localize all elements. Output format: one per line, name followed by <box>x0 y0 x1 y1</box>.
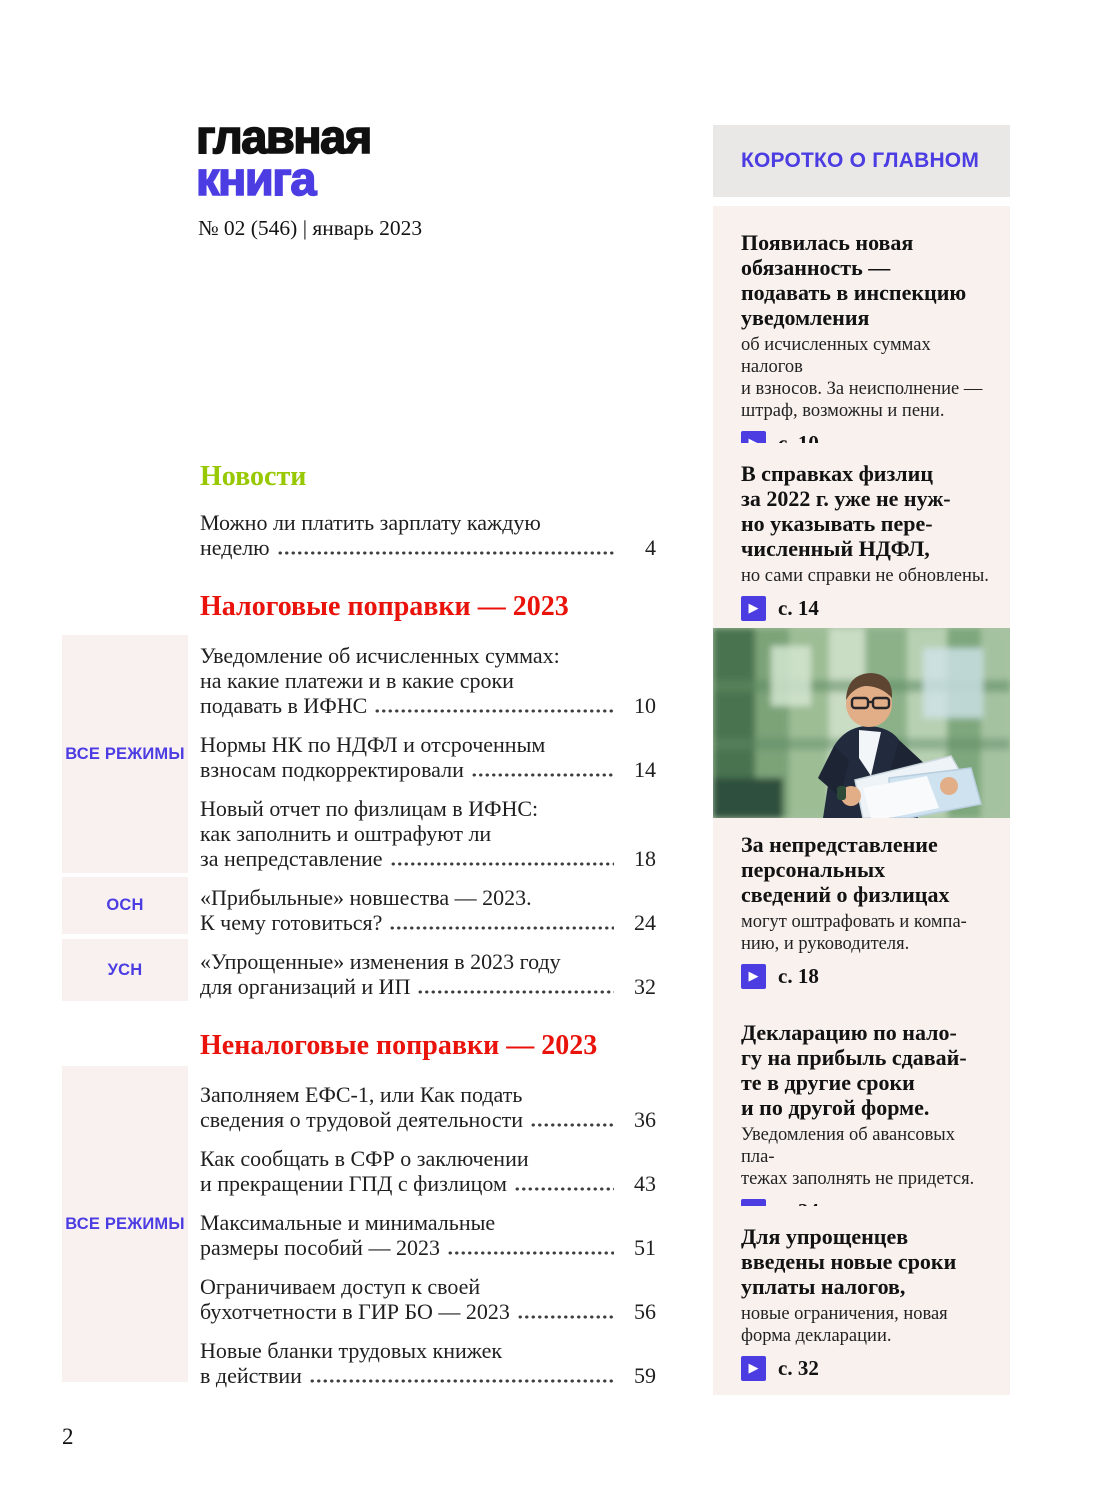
toc-entry-page-number: 24 <box>634 910 656 935</box>
regime-label: УСН <box>62 939 188 1001</box>
toc-entry[interactable] <box>200 949 656 999</box>
sidebar-card-text <box>741 1224 992 1381</box>
regime-label: ВСЕ РЕЖИМЫ <box>62 635 188 873</box>
dotted-leader <box>517 1312 614 1320</box>
card-body-line: тежах заполнять не придется. <box>741 1169 975 1189</box>
card-headline-line: численный НДФЛ, <box>741 536 930 561</box>
dotted-leader <box>530 1120 614 1128</box>
arrow-right-icon: ▶ <box>741 1356 766 1381</box>
toc-entry[interactable] <box>200 643 656 718</box>
toc-entry-page-number: 56 <box>634 1299 656 1324</box>
regime-label: ВСЕ РЕЖИМЫ <box>62 1066 188 1382</box>
toc-entry[interactable] <box>200 885 656 935</box>
card-headline-line: но указывать пере- <box>741 511 933 536</box>
section-heading-news: Новости <box>200 461 307 492</box>
card-headline-line: те в другие сроки <box>741 1070 915 1095</box>
toc-entry[interactable] <box>200 1146 656 1196</box>
toc-entry[interactable] <box>200 1274 656 1324</box>
card-body <box>741 911 992 955</box>
toc-entry-last-line <box>200 693 656 718</box>
sidebar-header-label: КОРОТКО О ГЛАВНОМ <box>741 149 980 172</box>
dotted-leader <box>309 1376 614 1384</box>
issue-line: № 02 (546) | январь 2023 <box>198 216 423 240</box>
dotted-leader <box>514 1184 614 1192</box>
card-headline <box>741 461 992 561</box>
toc-entry-page-number: 10 <box>634 693 656 718</box>
toc-entry[interactable] <box>200 510 656 560</box>
dotted-leader <box>374 706 614 714</box>
toc-entry-line: «Прибыльные» новшества — 2023. <box>200 885 532 910</box>
card-headline <box>741 832 992 907</box>
toc-entry-line: сведения о трудовой деятельности <box>200 1107 523 1132</box>
toc-entry-line: неделю <box>200 535 270 560</box>
toc-entry-line: и прекращении ГПД с физлицом <box>200 1171 507 1196</box>
photo-businessman-reading-documents <box>713 628 1010 818</box>
sidebar-card-text <box>741 461 992 621</box>
toc-entry-page-number: 36 <box>634 1107 656 1132</box>
toc-entry-line: взносам подкорректировали <box>200 757 464 782</box>
toc-entry-last-line <box>200 910 656 935</box>
section-heading-tax-amendments: Налоговые поправки — 2023 <box>200 591 569 622</box>
sidebar-card <box>713 443 1010 635</box>
toc-entry-line: «Упрощенные» изменения в 2023 году <box>200 949 561 974</box>
toc-entry-line: на какие платежи и в какие сроки <box>200 668 514 693</box>
sidebar-card-text <box>741 1020 992 1224</box>
toc-entry-page-number: 18 <box>634 846 656 871</box>
section-heading-non-tax-amendments: Неналоговые поправки — 2023 <box>200 1030 598 1061</box>
card-headline-line: гу на прибыль сдавай- <box>741 1045 967 1070</box>
toc-entry-last-line <box>200 846 656 871</box>
card-headline-line: за 2022 г. уже не нуж- <box>741 486 951 511</box>
toc-entry-last-line <box>200 535 656 560</box>
card-headline-line: Для упрощенцев <box>741 1224 909 1249</box>
card-headline <box>741 1020 992 1120</box>
toc-entry-last-line <box>200 1235 656 1260</box>
toc-entry[interactable] <box>200 796 656 871</box>
toc-entry-line: за непредставление <box>200 846 383 871</box>
toc-entry-line: как заполнить и оштрафуют ли <box>200 821 492 846</box>
card-headline-line: уплаты налогов, <box>741 1274 906 1299</box>
toc-entry-line: Можно ли платить зарплату каждую <box>200 510 541 535</box>
dotted-leader <box>389 923 614 931</box>
card-headline-line: Декларацию по нало- <box>741 1020 957 1045</box>
toc-entry-line: Ограничиваем доступ к своей <box>200 1274 481 1299</box>
toc-entry-line: бухотчетности в ГИР БО — 2023 <box>200 1299 510 1324</box>
card-body-line: штраф, возможны и пени. <box>741 401 945 421</box>
dotted-leader <box>447 1248 614 1256</box>
card-headline-line: Появилась новая <box>741 230 914 255</box>
toc-entry-page-number: 59 <box>634 1363 656 1388</box>
toc-entry-line: для организаций и ИП <box>200 974 411 999</box>
toc-entry[interactable] <box>200 1210 656 1260</box>
page-ref[interactable] <box>741 596 992 621</box>
toc-entry-line: Заполняем ЕФС-1, или Как подать <box>200 1082 523 1107</box>
card-headline-line: уведомления <box>741 305 870 330</box>
toc-entry-page-number: 32 <box>634 974 656 999</box>
toc-entry-page-number: 43 <box>634 1171 656 1196</box>
toc-entry[interactable] <box>200 1338 656 1388</box>
card-headline-line: За непредставление <box>741 832 938 857</box>
toc-entry-last-line <box>200 1171 656 1196</box>
card-headline <box>741 230 992 330</box>
card-headline-line: и по другой форме. <box>741 1095 930 1120</box>
page-ref[interactable] <box>741 1356 992 1381</box>
card-headline-line: сведений о физлицах <box>741 882 950 907</box>
toc-entry-line: размеры пособий — 2023 <box>200 1235 440 1260</box>
sidebar-card <box>713 1206 1010 1395</box>
toc-entry-line: подавать в ИФНС <box>200 693 368 718</box>
logo-word-glavnaya: главная <box>196 110 371 163</box>
toc-entry-last-line <box>200 757 656 782</box>
toc-entry-line: Новые бланки трудовых книжек <box>200 1338 503 1363</box>
card-body <box>741 1124 992 1190</box>
toc-entry[interactable] <box>200 732 656 782</box>
card-body <box>741 565 992 587</box>
toc-entry-page-number: 51 <box>634 1235 656 1260</box>
dotted-leader <box>277 548 614 556</box>
card-headline-line: подавать в инспекцию <box>741 280 967 305</box>
toc-entry-line: Как сообщать в СФР о заключении <box>200 1146 529 1171</box>
toc-entry-last-line <box>200 1299 656 1324</box>
card-body-line: нию, и руководителя. <box>741 934 910 954</box>
dotted-leader <box>390 859 615 867</box>
toc-entry-page-number: 4 <box>645 535 656 560</box>
card-headline <box>741 1224 992 1299</box>
toc-entry-last-line <box>200 974 656 999</box>
card-body <box>741 334 992 422</box>
toc-entry-line: Уведомление об исчисленных суммах: <box>200 643 560 668</box>
toc-entry-page-number: 14 <box>634 757 656 782</box>
page-ref-label: с. 18 <box>778 964 819 988</box>
sidebar-card-text <box>741 230 992 456</box>
toc-entry-line: в действии <box>200 1363 302 1388</box>
arrow-right-icon: ▶ <box>741 596 766 621</box>
dotted-leader <box>471 770 614 778</box>
card-headline-line: В справках физлиц <box>741 461 934 486</box>
page-ref-label: с. 14 <box>778 596 819 620</box>
card-body-line: и взносов. За неисполнение — <box>741 379 983 399</box>
card-headline-line: персональных <box>741 857 886 882</box>
toc-entry-last-line <box>200 1363 656 1388</box>
card-headline-line: обязанность — <box>741 255 891 280</box>
dotted-leader <box>417 987 614 995</box>
card-body-line: но сами справки не обновлены. <box>741 566 989 586</box>
toc-entry-last-line <box>200 1107 656 1132</box>
regime-label: ОСН <box>62 877 188 934</box>
card-body-line: Уведомления об авансовых пла- <box>741 1125 955 1167</box>
sidebar-card-text <box>713 818 1010 989</box>
toc-entry[interactable] <box>200 1082 656 1132</box>
card-body-line: об исчисленных суммах налогов <box>741 335 931 377</box>
card-body-line: новые ограничения, новая <box>741 1304 948 1324</box>
logo-word-kniga: книга <box>196 152 316 206</box>
card-body-line: форма декларации. <box>741 1326 892 1346</box>
page-ref[interactable] <box>741 964 992 989</box>
page-ref-label: с. 32 <box>778 1356 819 1380</box>
toc-entry-line: К чему готовиться? <box>200 910 383 935</box>
page-number: 2 <box>62 1424 74 1449</box>
sidebar-card <box>713 628 1010 1003</box>
toc-entry-line: Максимальные и минимальные <box>200 1210 496 1235</box>
arrow-right-icon: ▶ <box>741 964 766 989</box>
toc-column <box>200 462 656 1402</box>
card-body-line: могут оштрафовать и компа- <box>741 912 967 932</box>
toc-entry-line: Нормы НК по НДФЛ и отсроченным <box>200 732 546 757</box>
card-body <box>741 1303 992 1347</box>
magazine-logo <box>196 110 371 206</box>
sidebar-card <box>713 1002 1010 1238</box>
card-headline-line: введены новые сроки <box>741 1249 957 1274</box>
sidebar-header <box>713 125 1010 197</box>
toc-entry-line: Новый отчет по физлицам в ИФНС: <box>200 796 539 821</box>
sidebar-card <box>713 206 1010 470</box>
